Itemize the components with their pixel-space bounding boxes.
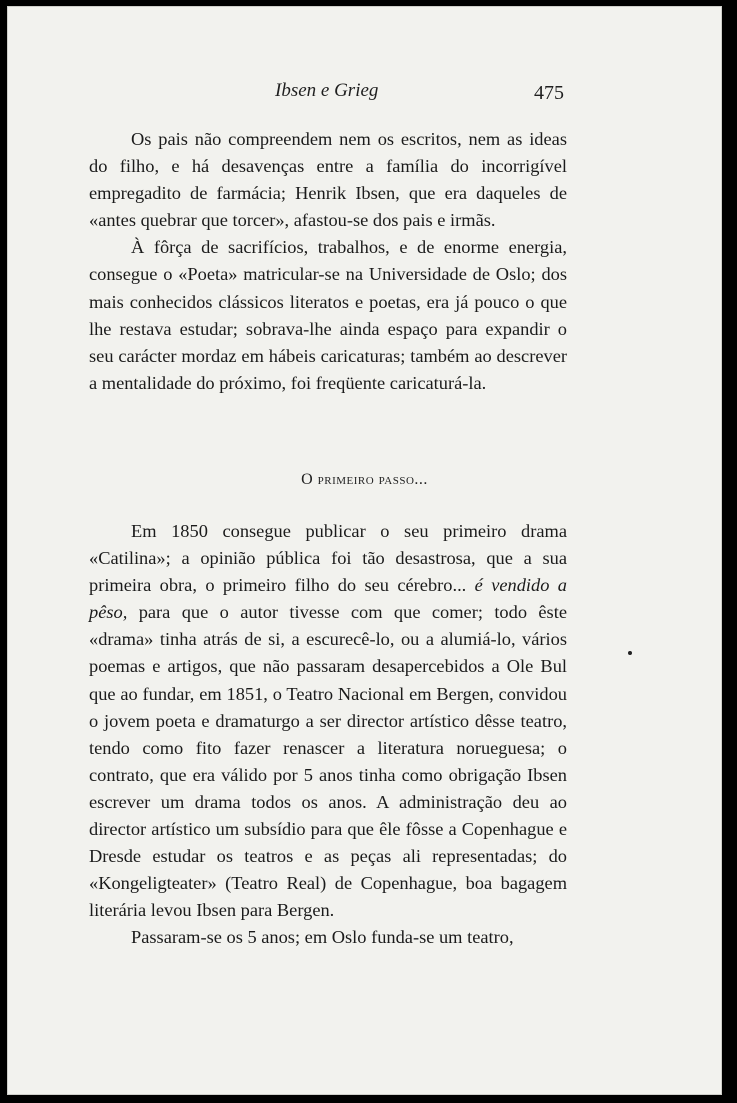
book-page [7, 6, 722, 1095]
paragraph-text-start: Em 1850 consegue publicar o seu primeiro drama «Catilina»; a opinião pública foi tão desastrosa, que a sua primeira obra, o primeiro filho do seu cérebro... [89, 521, 567, 596]
paragraph-last-line: Passaram-se os 5 anos; em Oslo funda-se um teatro, [131, 927, 514, 948]
page-header [7, 74, 722, 104]
body-text-lower [89, 518, 567, 952]
running-title: Ibsen e Grieg [275, 80, 379, 101]
paragraph-text-end: para que o autor tivesse com que comer; todo êste «drama» tinha atrás de si, a escurecê-lo, ou a alumiá-lo, vários poemas e artigos, que não passaram desapercebidos a Ole Bul que ao fundar, em 1851, o Teatro Nacional em Bergen, convidou o jovem poeta e dramaturgo a ser director artístico dêsse teatro, tendo como fito fazer renascer a literatura norueguesa; o contrato, que era válido por 5 anos tinha como obrigação Ibsen escrever um drama todos os anos. A administração deu ao director artístico um subsídio para que êle fôsse a Copenhague e Dresde estudar os teatros e as peças ali representadas; do «Kongeligteater» (Teatro Real) de Copenhague, boa bagagem literária levou Ibsen para Bergen. [89, 602, 567, 921]
section-heading: O primeiro passo... [301, 471, 428, 488]
body-text-upper [89, 126, 567, 397]
page-number: 475 [534, 82, 564, 104]
print-speck [628, 651, 632, 655]
paragraph: Os pais não compreendem nem os escritos, nem as ideas do filho, e há desavenças entre a família do incorrigível empregadito de farmácia; Henrik Ibsen, que era daqueles de «antes quebrar que torcer», afastou-se dos pais e irmãs. [89, 129, 567, 231]
paragraph: À fôrça de sacrifícios, trabalhos, e de enorme energia, consegue o «Poeta» matricular-se na Universidade de Oslo; dos mais conhecidos clássicos literatos e poetas, era já pouco o que lhe restava estudar; sobrava-lhe ainda espaço para expandir o seu carácter mordaz em hábeis caricaturas; também ao descrever a mentalidade do próximo, foi freqüente caricaturá-la. [89, 237, 567, 393]
italic-phrase: é vendido a pêso, [89, 575, 567, 623]
paragraph [89, 518, 567, 924]
